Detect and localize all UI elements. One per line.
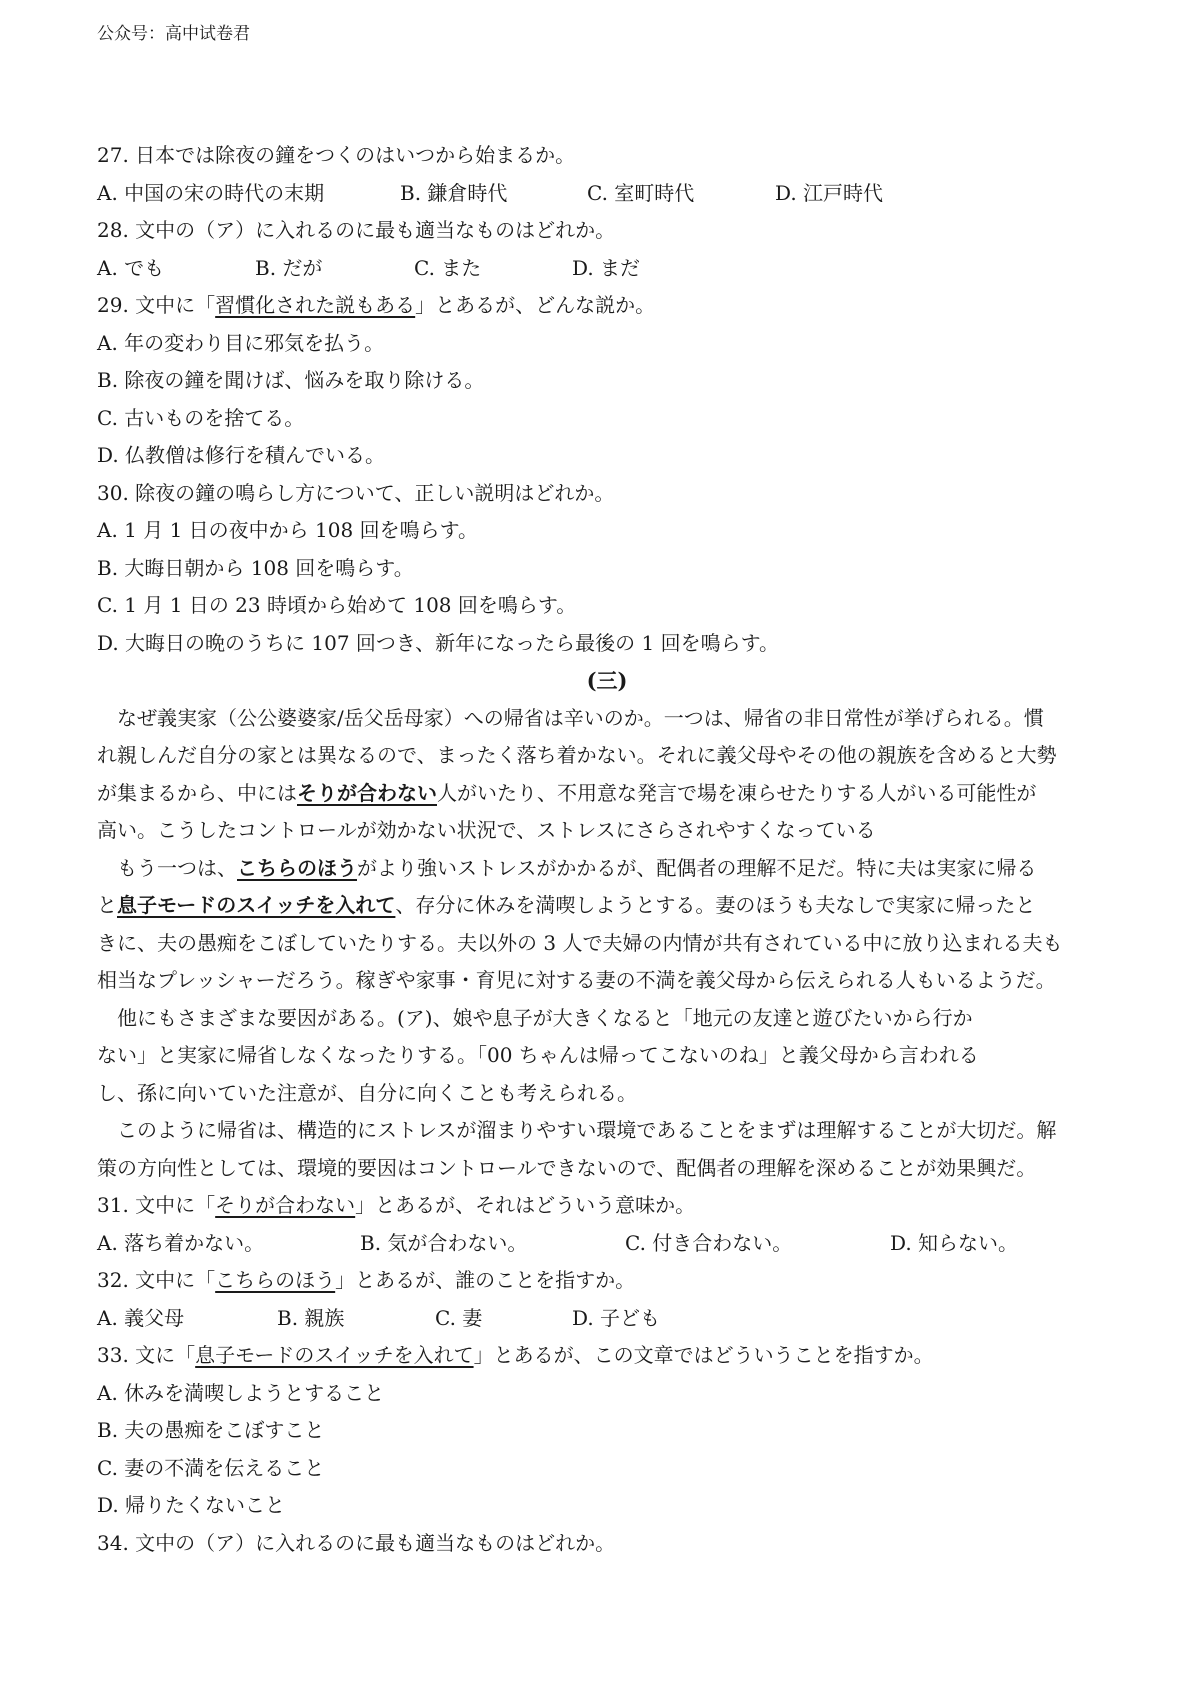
q33-stem-post: 」とあるが、この文章ではどういうことを指すか。 [473,1343,934,1367]
passage-text: 、存分に休みを満喫しようとする。妻のほうも夫なしで実家に帰ったと [395,893,1036,917]
passage-line: ない」と実家に帰省しなくなったりする。「00 ちゃんは帰ってこないのね」と義父母から言われる [97,1043,979,1067]
q32-option-a: A. 義父母 [97,1305,185,1330]
question-32-options [97,1300,1117,1338]
passage-text: もう一つは、 [97,855,237,880]
passage-text: 人がいたり、不用意な発言で場を凍らせたりする人がいる可能性が [437,780,1037,805]
question-33-stem [97,1337,1117,1375]
q28-option-c: C. また [414,255,482,280]
q32-option-c: C. 妻 [435,1305,483,1330]
q29-option-d: D. 仏教僧は修行を積んでいる。 [97,443,386,467]
q32-option-d: D. 子ども [572,1305,661,1330]
q32-option-b: B. 親族 [277,1305,345,1330]
q28-option-a: A. でも [97,255,165,280]
q28-option-b: B. だが [255,255,323,280]
q31-stem-pre: 31. 文中に「 [97,1193,216,1217]
passage-text: が集まるから、中には [97,780,297,805]
section-title: (三) [586,668,628,693]
q32-stem-underlined: こちらのほう [215,1268,336,1292]
question-32-stem [97,1262,1117,1300]
q33-option-c: C. 妻の不満を伝えること [97,1455,325,1480]
passage-line: 相当なプレッシャーだろう。稼ぎや家事・育児に対する妻の不満を義父母から伝えられる人もいるようだ。 [97,968,1056,992]
document-body [97,137,1117,1562]
passage-underlined-phrase: こちらのほう [237,855,357,880]
passage-underlined-phrase: そりが合わない [297,780,437,805]
q31-option-d: D. 知らない。 [890,1230,1019,1255]
q29-option-a: A. 年の変わり目に邪気を払う。 [97,330,385,355]
question-27-options [97,175,1117,213]
q31-stem-post: 」とあるが、それはどういう意味か。 [355,1193,696,1217]
question-30-stem: 30. 除夜の鐘の鳴らし方について、正しい説明はどれか。 [97,480,615,505]
passage-line: し、孫に向いていた注意が、自分に向くことも考えられる。 [97,1080,637,1105]
question-31-options [97,1225,1117,1263]
q28-option-d: D. まだ [572,255,641,280]
passage-line: れ親しんだ自分の家とは異なるので、まったく落ち着かない。それに義父母やその他の親族を含めると大勢 [97,743,1057,767]
passage-text: がより強いストレスがかかるが、配偶者の理解不足だ。特に夫は実家に帰る [357,855,1037,880]
q30-option-b: B. 大晦日朝から 108 回を鳴らす。 [97,555,414,580]
passage-line [97,775,1117,813]
q30-option-c: C. 1 月 1 日の 23 時頃から始めて 108 回を鳴らす。 [97,593,577,617]
q29-stem-underlined: 習慣化された説もある [215,293,416,317]
q33-option-d: D. 帰りたくないこと [97,1493,286,1517]
reading-passage [97,700,1117,1188]
question-34-stem: 34. 文中の（ア）に入れるのに最も適当なものはどれか。 [97,1530,616,1555]
passage-line [97,850,1117,888]
passage-line: このように帰省は、構造的にストレスが溜まりやすい環境であることをまずは理解することが大切だ。解 [97,1118,1057,1142]
q29-stem-pre: 29. 文中に「 [97,293,216,317]
question-28-stem: 28. 文中の（ア）に入れるのに最も適当なものはどれか。 [97,218,616,242]
q33-stem-pre: 33. 文に「 [97,1343,196,1367]
q31-stem-underlined: そりが合わない [215,1193,356,1217]
question-27-stem: 27. 日本では除夜の鐘をつくのはいつから始まるか。 [97,143,576,167]
q27-option-d: D. 江戸時代 [775,180,884,205]
q32-stem-post: 」とあるが、誰のことを指すか。 [335,1268,636,1292]
q32-stem-pre: 32. 文中に「 [97,1268,216,1292]
passage-line [97,887,1117,925]
question-29-stem [97,287,1117,325]
q33-stem-underlined: 息子モードのスイッチを入れて [195,1343,474,1367]
q27-option-b: B. 鎌倉時代 [400,180,508,205]
passage-line: きに、夫の愚痴をこぼしていたりする。夫以外の 3 人で夫婦の内情が共有されている中に放り込まれる夫も [97,930,1063,955]
q30-option-a: A. 1 月 1 日の夜中から 108 回を鳴らす。 [97,518,478,542]
passage-line: 策の方向性としては、環境的要因はコントロールできないので、配偶者の理解を深めることが効果興だ。 [97,1155,1037,1180]
q29-stem-post: 」とあるが、どんな説か。 [415,293,656,317]
q31-option-c: C. 付き合わない。 [625,1230,793,1255]
passage-underlined-phrase: 息子モードのスイッチを入れて [117,893,396,917]
passage-text: と [97,893,117,917]
question-31-stem [97,1187,1117,1225]
page-header: 公众号：高中试卷君 [97,24,250,44]
passage-line: 高い。こうしたコントロールが効かない状況で、ストレスにさらされやすくなっている [97,818,876,842]
passage-line: なぜ義実家（公公婆婆家/岳父岳母家）への帰省は辛いのか。一つは、帰省の非日常性が挙げられる。慣 [97,705,1044,730]
q27-option-c: C. 室町時代 [587,180,695,205]
q31-option-b: B. 気が合わない。 [360,1230,528,1255]
q30-option-d: D. 大晦日の晩のうちに 107 回つき、新年になったら最後の 1 回を鳴らす。 [97,630,779,655]
passage-line: 他にもさまざまな要因がある。(ア)、娘や息子が大きくなると「地元の友達と遊びたいから行か [97,1005,973,1030]
question-28-options [97,250,1117,288]
q33-option-b: B. 夫の愚痴をこぼすこと [97,1418,325,1442]
q27-option-a: A. 中国の宋の時代の末期 [97,180,325,205]
q33-option-a: A. 休みを満喫しようとすること [97,1380,385,1405]
q29-option-b: B. 除夜の鐘を聞けば、悩みを取り除ける。 [97,368,485,392]
q29-option-c: C. 古いものを捨てる。 [97,405,305,430]
q31-option-a: A. 落ち着かない。 [97,1230,265,1255]
